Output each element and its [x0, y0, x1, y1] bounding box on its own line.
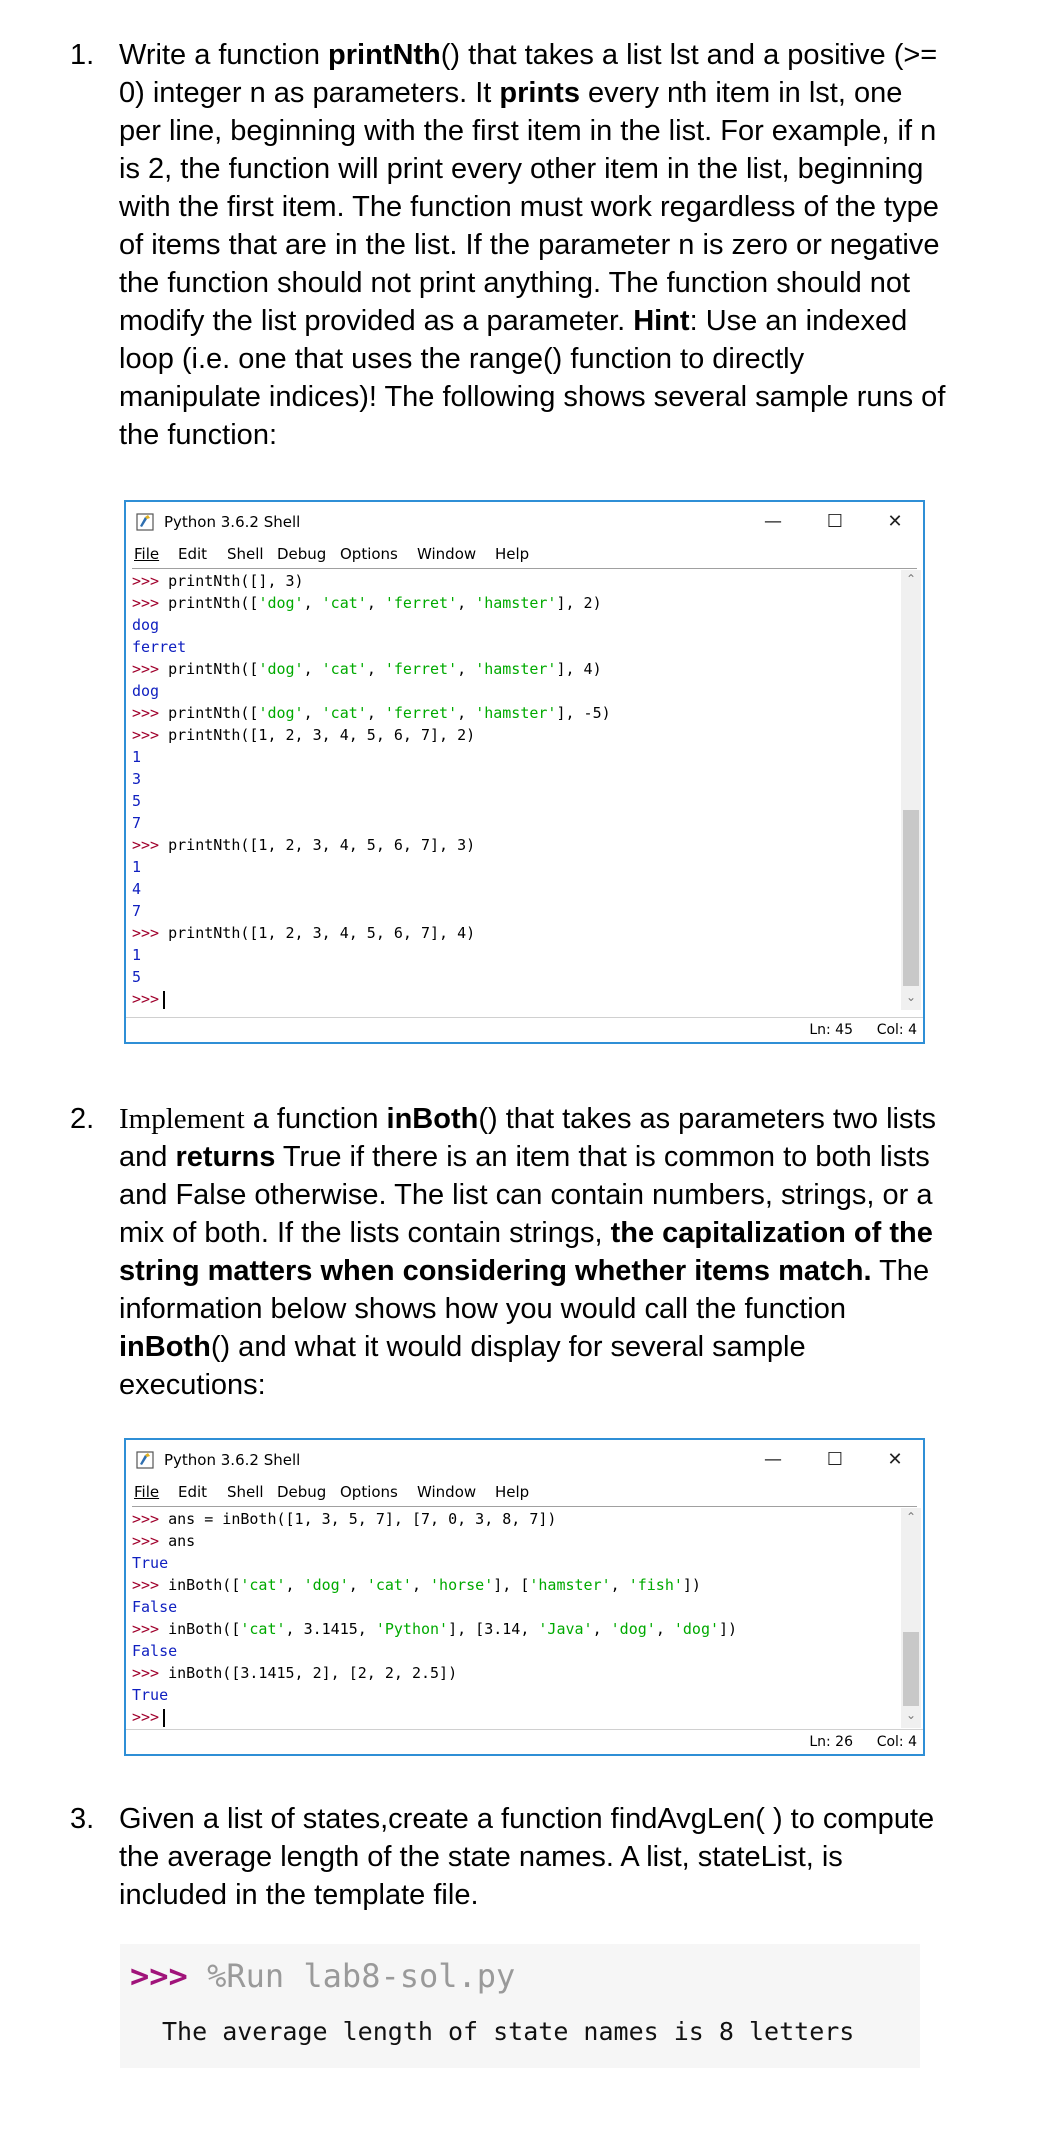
menu-shell[interactable]: Shell [227, 545, 264, 563]
shell-output-line: 1 [132, 748, 142, 766]
question-3-number: 3. [70, 1803, 95, 1835]
shell-output[interactable] [132, 1508, 737, 1728]
menu-separator [132, 1506, 917, 1507]
text-cursor [163, 991, 165, 1009]
shell-command: ans = inBoth([1, 3, 5, 7], [7, 0, 3, 8, 7]) [159, 1510, 557, 1528]
menu-debug[interactable]: Debug [277, 545, 327, 563]
menu-options[interactable]: Options [340, 545, 398, 563]
vertical-scrollbar[interactable] [901, 1508, 921, 1728]
run-prompt: >>> [130, 1957, 188, 1995]
menu-shell[interactable]: Shell [227, 1483, 264, 1501]
shell-input-line: >>> [132, 988, 611, 1010]
shell-command: inBoth(['cat', 3.1415, 'Python'], [3.14, 'Java', 'dog', 'dog']) [159, 1620, 738, 1638]
shell-output-line: True [132, 1554, 169, 1572]
shell-output-line: 1 [132, 946, 142, 964]
shell-output-line: ferret [132, 638, 187, 656]
shell-input-line: >>> inBoth(['cat', 3.1415, 'Python'], [3.14, 'Java', 'dog', 'dog']) [132, 1620, 738, 1638]
menu-help[interactable]: Help [495, 1483, 530, 1501]
status-column: Col: 4 [876, 1022, 917, 1038]
scrollbar-thumb[interactable] [903, 810, 919, 986]
status-line: Ln: 26 [809, 1734, 853, 1750]
run-command-line [130, 1954, 515, 1998]
shell-output-line: 5 [132, 968, 142, 986]
shell-input-line: >>> printNth([1, 2, 3, 4, 5, 6, 7], 2) [132, 726, 476, 744]
shell-command: printNth([], 3) [159, 572, 304, 590]
question-3-text: Given a list of states,create a function findAvgLen( ) to compute the average length of the state names. A list, stateList, is included in the template file. [119, 1803, 935, 1911]
shell-output-line: 7 [132, 902, 142, 920]
scroll-up-arrow[interactable]: ⌃ [905, 1510, 917, 1524]
question-1-text: Write a function printNth() that takes a list lst and a positive (>= 0) integer n as parameters. It prints every nth item in lst, one per line, beginning with the first item in the list. For example, if n is 2, the function will print every other item in the list, beginning with the first item. The function must work regardless of the type of items that are in the list. If the parameter n is zero or negative the function should not print anything. The function should not modify the list provided as a parameter. Hint: Use an indexed loop (i.e. one that uses the range() function to directly manipulate indices)! The following shows several sample runs of the function: [119, 39, 946, 451]
status-line: Ln: 45 [809, 1022, 853, 1038]
python-idle-icon [136, 1450, 156, 1470]
menu-window[interactable]: Window [417, 545, 477, 563]
vertical-scrollbar[interactable] [901, 570, 921, 1010]
shell-output-line: True [132, 1686, 169, 1704]
close-button[interactable]: ✕ [887, 1449, 903, 1470]
menu-separator [132, 568, 917, 569]
menu-help[interactable]: Help [495, 545, 530, 563]
window-title: Python 3.6.2 Shell [164, 1451, 301, 1469]
run-command: %Run lab8-sol.py [187, 1957, 516, 1995]
minimize-button[interactable]: — [764, 1449, 782, 1470]
shell-command: printNth(['dog', 'cat', 'ferret', 'hamster'], -5) [159, 704, 611, 722]
python-shell-window-2 [124, 1438, 925, 1756]
shell-output-line: 5 [132, 792, 142, 810]
shell-titlebar [126, 1440, 923, 1480]
menu-edit[interactable]: Edit [178, 1483, 208, 1501]
scroll-up-arrow[interactable]: ⌃ [905, 572, 917, 586]
function-name-printNth: printNth [328, 39, 441, 71]
scroll-down-arrow[interactable]: ⌄ [905, 1708, 917, 1722]
status-column: Col: 4 [876, 1734, 917, 1750]
maximize-button[interactable]: ☐ [826, 1449, 844, 1470]
shell-command: printNth([1, 2, 3, 4, 5, 6, 7], 3) [159, 836, 476, 854]
menu-debug[interactable]: Debug [277, 1483, 327, 1501]
shell-command: inBoth([3.1415, 2], [2, 2, 2.5]) [159, 1664, 458, 1682]
scroll-down-arrow[interactable]: ⌄ [905, 990, 917, 1004]
minimize-button[interactable]: — [764, 511, 782, 532]
shell-titlebar [126, 502, 923, 542]
shell-command: printNth(['dog', 'cat', 'ferret', 'hamster'], 4) [159, 660, 602, 678]
text-cursor [163, 1709, 165, 1727]
menu-edit[interactable]: Edit [178, 545, 208, 563]
shell-output-line: 4 [132, 880, 142, 898]
shell-command: ans [159, 1532, 196, 1550]
shell-output-line: 1 [132, 858, 142, 876]
menu-window[interactable]: Window [417, 1483, 477, 1501]
menu-bar: File Edit Shell Debug Options Window Help [126, 542, 923, 566]
function-name-inBoth: inBoth [386, 1103, 479, 1135]
shell-output-line: False [132, 1642, 178, 1660]
question-1-number: 1. [70, 39, 95, 71]
status-bar [126, 1729, 923, 1754]
shell-output-line: dog [132, 682, 160, 700]
shell-input-line: >>> ans [132, 1532, 196, 1550]
shell-command: inBoth(['cat', 'dog', 'cat', 'horse'], ['hamster', 'fish']) [159, 1576, 701, 1594]
shell-input-line: >>> inBoth(['cat', 'dog', 'cat', 'horse'], ['hamster', 'fish']) [132, 1576, 701, 1594]
scrollbar-thumb[interactable] [903, 1632, 919, 1706]
python-idle-icon [136, 512, 156, 532]
shell-command: printNth(['dog', 'cat', 'ferret', 'hamster'], 2) [159, 594, 602, 612]
shell-input-line: >>> printNth(['dog', 'cat', 'ferret', 'hamster'], -5) [132, 704, 611, 722]
run-output-box [120, 1944, 920, 2068]
shell-command: printNth([1, 2, 3, 4, 5, 6, 7], 4) [159, 924, 476, 942]
status-bar [126, 1017, 923, 1042]
shell-input-line: >>> printNth(['dog', 'cat', 'ferret', 'hamster'], 2) [132, 594, 602, 612]
shell-input-line: >>> ans = inBoth([1, 3, 5, 7], [7, 0, 3, 8, 7]) [132, 1510, 557, 1528]
shell-input-line: >>> printNth(['dog', 'cat', 'ferret', 'hamster'], 4) [132, 660, 602, 678]
shell-input-line: >>> [132, 1706, 737, 1728]
shell-output-line: 3 [132, 770, 142, 788]
close-button[interactable]: ✕ [887, 511, 903, 532]
shell-input-line: >>> printNth([1, 2, 3, 4, 5, 6, 7], 3) [132, 836, 476, 854]
shell-output-line: False [132, 1598, 178, 1616]
shell-input-line: >>> inBoth([3.1415, 2], [2, 2, 2.5]) [132, 1664, 458, 1682]
maximize-button[interactable]: ☐ [826, 511, 844, 532]
shell-input-line: >>> printNth([], 3) [132, 572, 304, 590]
run-output-text: The average length of state names is 8 letters [162, 2017, 855, 2046]
question-2-text: Implement a function inBoth() that takes as parameters two lists and returns True if there is an item that is common to both lists and False otherwise. The list can contain numbers, strings, or a mix of both. If the lists contain strings, the capitalization of the string matters when considering whether items match. The information below shows how you would call the function inBoth() and what it would display for several sample executions: [119, 1103, 937, 1401]
shell-output-line: dog [132, 616, 160, 634]
shell-input-line: >>> printNth([1, 2, 3, 4, 5, 6, 7], 4) [132, 924, 476, 942]
question-2-number: 2. [70, 1103, 95, 1135]
shell-output[interactable] [132, 570, 611, 1010]
menu-options[interactable]: Options [340, 1483, 398, 1501]
shell-command: printNth([1, 2, 3, 4, 5, 6, 7], 2) [159, 726, 476, 744]
menu-bar: File Edit Shell Debug Options Window Help [126, 1480, 923, 1504]
window-title: Python 3.6.2 Shell [164, 513, 301, 531]
shell-output-line: 7 [132, 814, 142, 832]
python-shell-window-1 [124, 500, 925, 1044]
